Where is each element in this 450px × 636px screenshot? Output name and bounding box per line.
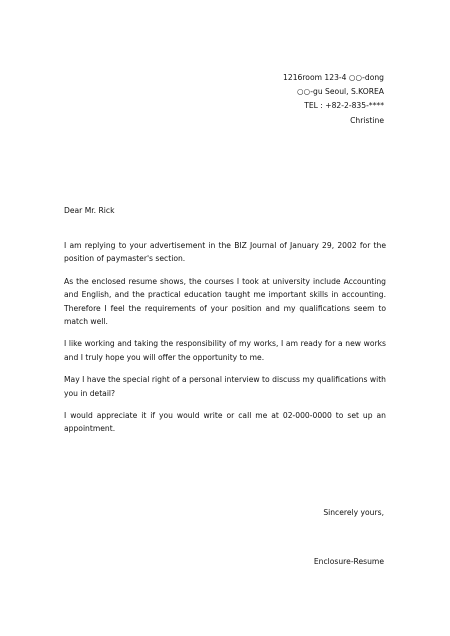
body-paragraph-3: I like working and taking the responsibility of my works, I am ready for a new works and I truly hope you will offer the opportunity to me.: [64, 339, 386, 362]
letter-body: [64, 239, 386, 445]
sender-address-line2: ○○-gu Seoul, S.KOREA: [297, 87, 384, 97]
sender-name: Christine: [350, 115, 384, 125]
closing: Sincerely yours,: [323, 508, 384, 517]
body-paragraph-4: May I have the special right of a personal interview to discuss my qualifications with you in detail?: [64, 375, 386, 398]
sender-address-block: [184, 71, 384, 128]
sender-phone: TEL : +82-2-835-****: [304, 101, 384, 111]
body-paragraph-5: I would appreciate it if you would write or call me at 02-000-0000 to set up an appointment.: [64, 411, 386, 434]
salutation: Dear Mr. Rick: [64, 206, 115, 215]
body-paragraph-1: I am replying to your advertisement in the BIZ Journal of January 29, 2002 for the position of paymaster's section.: [64, 241, 386, 264]
body-paragraph-2: As the enclosed resume shows, the courses I took at university include Accounting and English, and the practical education taught me important skills in accounting. Therefore I feel the requirements of your position and my qualifications seem to match well.: [64, 276, 386, 327]
sender-address-line1: 1216room 123-4 ○○-dong: [283, 73, 384, 82]
enclosure-note: Enclosure-Resume: [313, 557, 384, 566]
